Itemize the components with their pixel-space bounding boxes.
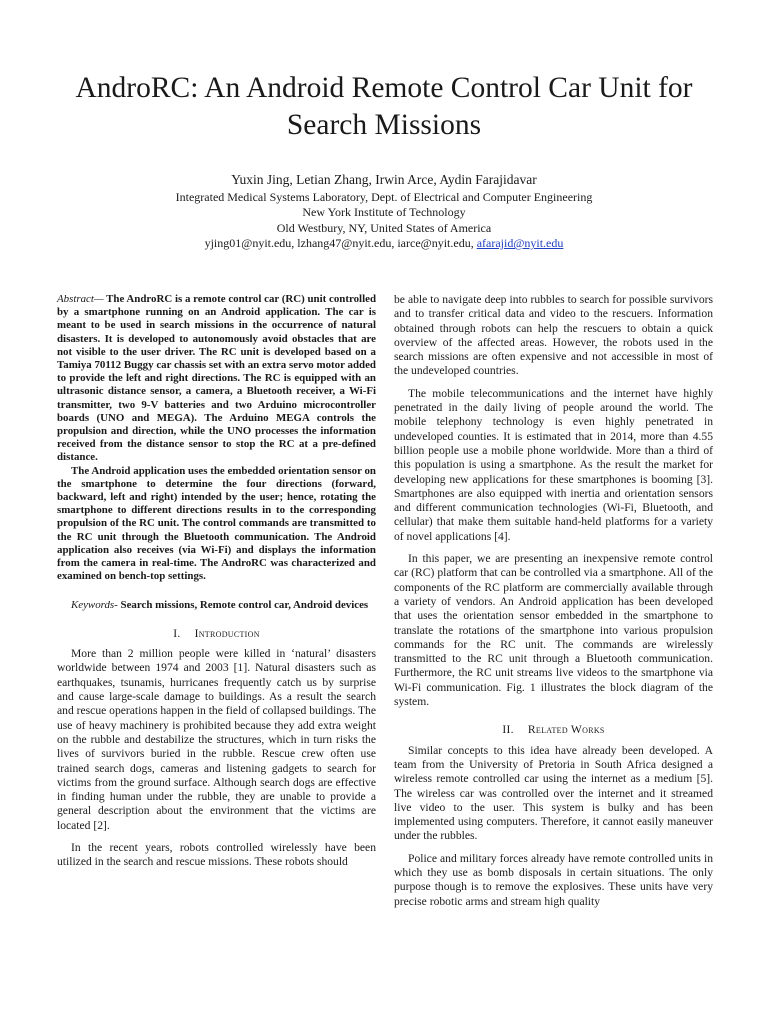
- email-list: yjing01@nyit.edu, lzhang47@nyit.edu, iarce@nyit.edu,: [204, 236, 477, 251]
- abstract-label: Abstract—: [57, 293, 104, 305]
- intro-paragraph-2: In the recent years, robots controlled wirelessly have been utilized in the search and rescue missions. These robots should: [57, 841, 376, 869]
- keywords-label: Keywords-: [71, 599, 118, 612]
- abstract: [57, 293, 376, 583]
- section-number: II.: [502, 723, 514, 737]
- section-title: Related Works: [527, 723, 605, 737]
- affiliation-block: [40, 190, 728, 252]
- intro-paragraph-2-continued: be able to navigate deep into rubbles to search for possible survivors and to transfer critical data and video to the rescuers. Information obtained through robots can help the rescuers to obtain a quick overview of the affected areas. However, the robots used in the search missions are often expensive and not accessible in most of the undeveloped countries.: [394, 293, 713, 378]
- right-column: [394, 293, 713, 917]
- author-emails: [40, 236, 728, 251]
- abstract-paragraph-1: [57, 293, 376, 465]
- related-paragraph-1: Similar concepts to this idea have already been developed. A team from the University of Pretoria in South Africa designed a wireless remote controlled car using the internet as a medium [5]. The wireless car was controlled over the internet and it streamed live video to the user. This system is bulky and has been implemented using computers. Therefore, it cannot easily maneuver under the rubbles.: [394, 743, 713, 843]
- section-heading-related-works: [394, 723, 713, 737]
- abstract-paragraph-2: The Android application uses the embedded orientation sensor on the smartphone to determine the four directions (forward, backward, left and right) intended by the user; hence, rotating the smartphone to different directions results in to the corresponding propulsion of the RC unit. The control commands are transmitted to the RC unit through the Bluetooth communication. The Android application also receives (via Wi-Fi) and displays the information from the camera in real-time. The AndroRC was characterized and examined on bench-top settings.: [57, 464, 376, 583]
- section-heading-introduction: [57, 627, 376, 641]
- section-number: I.: [173, 626, 181, 640]
- intro-paragraph-4: In this paper, we are presenting an inexpensive remote control car (RC) platform that can be controlled via a smartphone. All of the components of the RC platform are commercially available through a variety of vendors. An Android application has been developed that uses the orientation sensor embedded in the smartphone to translate the rotations of the smartphone into various propulsion commands for the RC unit. The commands are wirelessly transmitted to the RC unit through a Bluetooth communication. Furthermore, the RC unit streams live videos to the smartphone via Wi-Fi communication. Fig. 1 illustrates the block diagram of the system.: [394, 552, 713, 709]
- intro-paragraph-3: The mobile telecommunications and the internet have highly penetrated in the daily living of people around the world. The mobile telephony technology is even highly penetrated in undeveloped counties. It is estimated that in 2014, more than 4.55 billion people use a mobile phone worldwide. More than a third of this population is using a smartphone. As the result the market for developing new applications for these smartphones is booming [3]. Smartphones are also equipped with inertia and orientation sensors and different communication technologies (Wi-Fi, Bluetooth, and cellular) that make them suitable hand-held platforms for a variety of novel applications [4].: [394, 386, 713, 543]
- keywords-text: Search missions, Remote control car, Android devices: [117, 599, 369, 612]
- affiliation-institute: New York Institute of Technology: [302, 205, 466, 220]
- related-paragraph-2: Police and military forces already have remote controlled units in which they use as bomb disposals in certain situations. The only purpose though is to remove the explosives. These units have very precise robotic arms and stream high quality: [394, 851, 713, 908]
- left-column: [57, 293, 376, 878]
- email-link[interactable]: afarajid@nyit.edu: [476, 236, 564, 251]
- paper-title: AndroRC: An Android Remote Control Car Unit for Search Missions: [75, 72, 693, 141]
- affiliation-lab: Integrated Medical Systems Laboratory, Dept. of Electrical and Computer Engineering: [175, 190, 593, 204]
- author-list: Yuxin Jing, Letian Zhang, Irwin Arce, Aydin Farajidavar: [231, 172, 537, 187]
- intro-paragraph-1: More than 2 million people were killed in ‘natural’ disasters worldwide between 1974 and 2003 [1]. Natural disasters such as earthquakes, tsunamis, hurricanes frequently catch us by surprise and cause large-scale damage to buildings. As a result the search and rescue operations happen in the field of collapsed buildings. The use of heavy machinery is prohibited because they add extra weight on the rubble and destabilize the structures, which in turn risks the lives of survivors buried in the rubble. Rescue crew often use trained search dogs, cameras and listening gadgets to search for victims from the ground surface. Although search dogs are effective in finding human under the rubble, they are unable to provide a general description about the environment that the victims are located [2].: [57, 647, 376, 832]
- affiliation-location: Old Westbury, NY, United States of America: [276, 220, 492, 235]
- keywords: [57, 599, 376, 612]
- section-title: Introduction: [194, 626, 260, 640]
- abstract-text-1: The AndroRC is a remote control car (RC) unit controlled by a smartphone running on an Android application. The car is meant to be used in search missions in the occurrence of natural disasters. It is developed to autonomously avoid obstacles that are not visible to the user driver. The RC unit is developed based on a Tamiya 70112 Buggy car chassis set with an extra servo motor added to provide the left and right directions. The RC is equipped with an ultrasonic distance sensor, a camera, a Bluetooth receiver, a Wi-Fi transmitter, two 9-V batteries and two Arduino microcontroller boards (UNO and MEGA). The Arduino MEGA controls the propulsion and direction, while the UNO processes the information received from the distance sensor to stop the RC at a pre-defined distance.: [57, 293, 376, 464]
